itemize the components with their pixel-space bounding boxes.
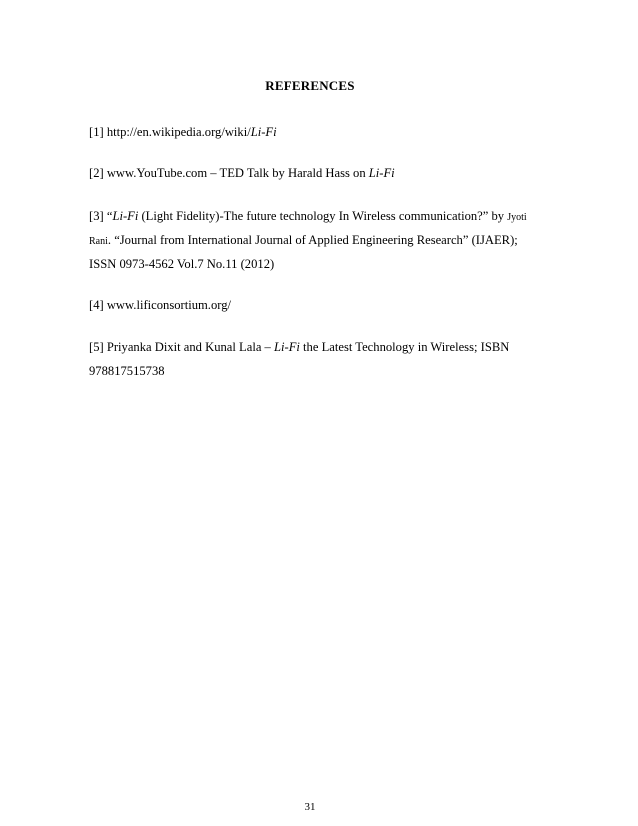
reference-3-issn: ISSN 0973-4562 Vol.7 No.11 (2012) [89,257,275,271]
reference-3-lead: [3] “ [89,209,113,223]
reference-5-authors: [5] Priyanka Dixit and Kunal Lala – [89,340,275,354]
reference-3-line-3 [89,255,559,279]
reference-1-url-italic: Li-Fi [250,125,277,139]
reference-4-line: [4] www.lificonsortium.org/ [89,298,232,312]
reference-2 [89,164,559,188]
reference-5-line-2: 978817515738 [89,364,165,378]
reference-3-italic: Li-Fi [112,209,139,223]
reference-2-text: [2] www.YouTube.com – TED Talk by Harald Hass on [89,166,369,180]
reference-3-author-last: Rani [89,236,108,247]
reference-3-line-2 [89,231,559,255]
reference-3-line-1 [89,207,559,231]
reference-4 [89,296,559,320]
reference-2-line [89,164,559,188]
reference-3-author-first: Jyoti [507,212,527,223]
page-number: 31 [304,801,316,813]
reference-3-journal: . “Journal from International Journal of Applied Engineering Research” (IJAER); [107,233,518,247]
reference-5 [89,338,559,386]
reference-3 [89,207,559,279]
reference-5-title: the Latest Technology in Wireless; ISBN [299,340,510,354]
reference-5-italic: Li-Fi [274,340,300,354]
reference-2-italic: Li-Fi [368,166,395,180]
reference-1-line [89,123,559,147]
reference-5-line-1 [89,338,559,362]
reference-3-title: (Light Fidelity)-The future technology In Wireless communication?” by [138,209,508,223]
reference-1 [89,123,559,147]
references-heading: REFERENCES [265,78,355,93]
reference-1-url: [1] http://en.wikipedia.org/wiki/ [89,125,251,139]
